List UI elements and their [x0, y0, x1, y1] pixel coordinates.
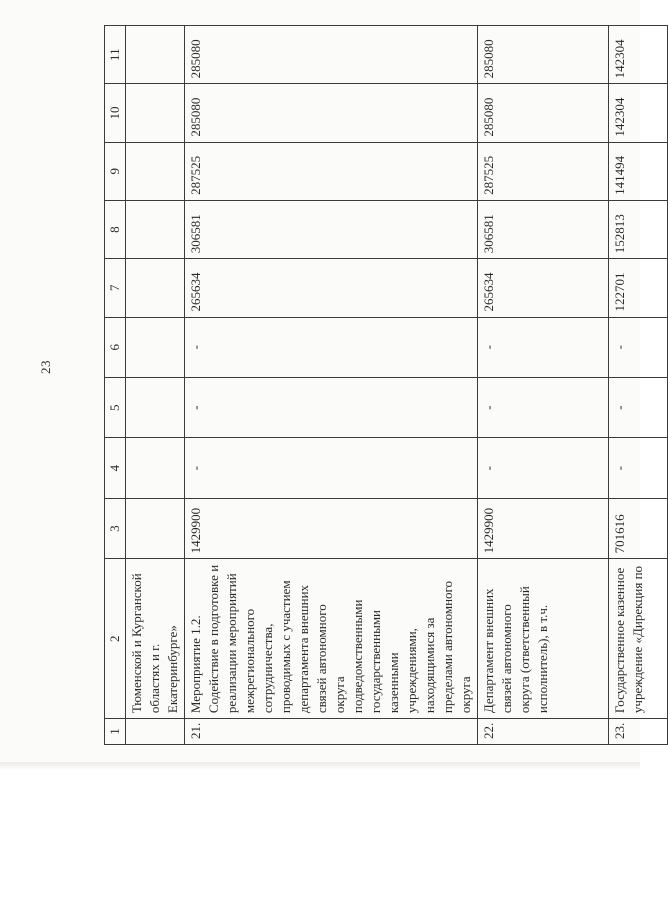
page-number: 23	[38, 360, 53, 374]
value-cell: 142304	[609, 84, 668, 142]
row-number-cell	[126, 719, 185, 745]
value-cell: -	[478, 438, 609, 498]
header-cell: 11	[105, 26, 126, 84]
value-cell	[126, 26, 185, 84]
value-cell	[126, 259, 185, 317]
row-name-cell: Департамент внешних связей автономного округа (ответственный исполнитель), в т.ч.	[478, 559, 609, 719]
header-cell: 3	[105, 498, 126, 558]
value-cell	[126, 498, 185, 558]
value-cell: 285080	[478, 84, 609, 142]
value-cell: 1429900	[478, 498, 609, 558]
value-cell: 122701	[609, 259, 668, 317]
header-cell: 6	[105, 317, 126, 377]
value-cell	[126, 84, 185, 142]
row-number-cell: 22.	[478, 719, 609, 745]
table-row	[609, 26, 668, 745]
value-cell	[126, 200, 185, 258]
table-header-row	[105, 26, 126, 745]
header-cell: 7	[105, 259, 126, 317]
header-cell: 9	[105, 142, 126, 200]
header-cell: 10	[105, 84, 126, 142]
row-name-cell: Государственное казенное учреждение «Дирекция по	[609, 559, 668, 719]
value-cell: 287525	[478, 142, 609, 200]
value-cell: -	[478, 317, 609, 377]
row-number-cell: 21.	[185, 719, 478, 745]
value-cell: 265634	[478, 259, 609, 317]
value-cell: 285080	[185, 84, 478, 142]
value-cell: -	[478, 377, 609, 437]
header-cell: 2	[105, 559, 126, 719]
value-cell: 306581	[478, 200, 609, 258]
row-name-cell: Тюменской и Курганской областях и г. Екатеринбурге»	[126, 559, 185, 719]
value-cell	[126, 317, 185, 377]
value-cell: -	[185, 438, 478, 498]
table-row	[478, 26, 609, 745]
row-name-cell: Мероприятие 1.2. Содействие в подготовке и реализации мероприятий межрегионального сотрудничества, проводимых с участием департамента внешних связей автономного округа подведомственными государственными казенными учреждениями, находящимися за пределами автономного округа	[185, 559, 478, 719]
header-cell: 4	[105, 438, 126, 498]
value-cell: 306581	[185, 200, 478, 258]
value-cell: 141494	[609, 142, 668, 200]
header-cell: 1	[105, 719, 126, 745]
value-cell: 152813	[609, 200, 668, 258]
value-cell	[126, 142, 185, 200]
value-cell: -	[609, 317, 668, 377]
row-number-cell: 23.	[609, 719, 668, 745]
value-cell: 1429900	[185, 498, 478, 558]
budget-table	[104, 25, 668, 745]
value-cell	[126, 438, 185, 498]
value-cell: -	[185, 317, 478, 377]
value-cell: 142304	[609, 26, 668, 84]
value-cell	[126, 377, 185, 437]
scan-edge	[0, 762, 640, 770]
header-cell: 5	[105, 377, 126, 437]
header-cell: 8	[105, 200, 126, 258]
value-cell: 285080	[478, 26, 609, 84]
value-cell: 287525	[185, 142, 478, 200]
table-row	[185, 26, 478, 745]
value-cell: 701616	[609, 498, 668, 558]
value-cell: -	[185, 377, 478, 437]
value-cell: 265634	[185, 259, 478, 317]
value-cell: 285080	[185, 26, 478, 84]
table-row	[126, 26, 185, 745]
value-cell: -	[609, 377, 668, 437]
value-cell: -	[609, 438, 668, 498]
rotated-table-container	[104, 25, 645, 745]
